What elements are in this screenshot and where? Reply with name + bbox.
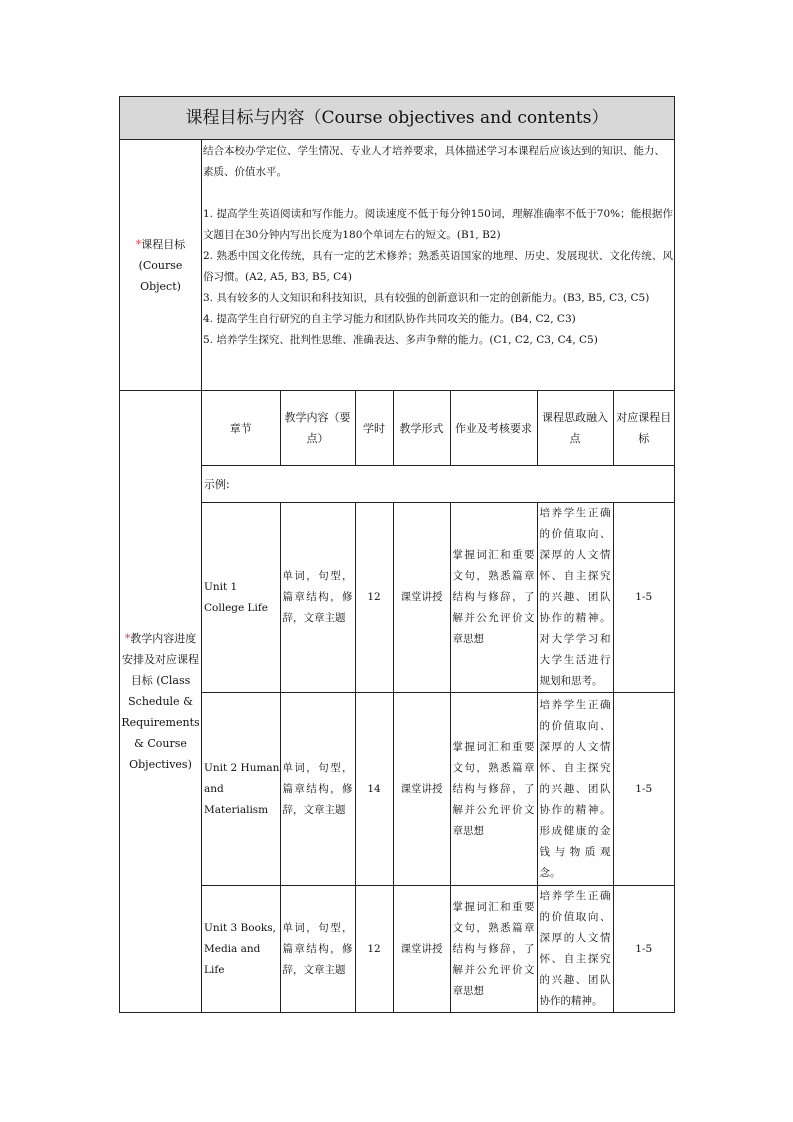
chapter-cell: Unit 2 Human and Materialism bbox=[202, 693, 280, 886]
schedule-row bbox=[120, 391, 675, 1013]
assessment-cell: 掌握词汇和重要文句，熟悉篇章结构与修辞，了解并公允评价文章思想 bbox=[450, 886, 537, 1013]
header-objectives: 对应课程目标 bbox=[613, 391, 674, 466]
schedule-content bbox=[202, 391, 675, 1013]
table-row bbox=[202, 503, 674, 693]
hours-cell: 12 bbox=[355, 886, 393, 1013]
content-cell: 单词，句型，篇章结构，修辞，文章主题 bbox=[280, 693, 355, 886]
ideology-cell: 培养学生正确的价值取向、深厚的人文情怀、自主探究的兴趣、团队协作的精神。对大学学习和大学生活进行规划和思考。 bbox=[537, 503, 613, 693]
table-row bbox=[202, 886, 674, 1013]
schedule-label-cn: 教学内容进度安排及对应课程目标 bbox=[122, 632, 199, 687]
form-cell: 课堂讲授 bbox=[393, 886, 450, 1013]
ideology-cell: 培养学生正确的价值取向、深厚的人文情怀、自主探究的兴趣、团队协作的精神。 bbox=[537, 886, 613, 1013]
sample-row bbox=[202, 466, 674, 503]
objective-item: 3. 具有较多的人文知识和科技知识，具有较强的创新意识和一定的创新能力。(B3, B5, C3, C5) bbox=[203, 292, 650, 304]
header-assessment: 作业及考核要求 bbox=[450, 391, 537, 466]
objectives-label-cn: 课程目标 bbox=[141, 237, 186, 251]
ideology-cell: 培养学生正确的价值取向、深厚的人文情怀、自主探究的兴趣、团队协作的精神。形成健康的金钱与物质观念。 bbox=[537, 693, 613, 886]
objectives-cell: 1-5 bbox=[613, 886, 674, 1013]
objective-item: 1. 提高学生英语阅读和写作能力。阅读速度不低于每分钟150词，理解准确率不低于70%；能根据作文题目在30分钟内写出长度为180个单词左右的短文。(B1, B2) bbox=[203, 208, 673, 241]
header-chapter: 章节 bbox=[202, 391, 280, 466]
sample-label: 示例: bbox=[202, 466, 674, 503]
objective-item: 2. 熟悉中国文化传统，具有一定的艺术修养；熟悉英语国家的地理、历史、发展现状、文化传统、风俗习惯。(A2, A5, B3, B5, C4) bbox=[203, 250, 673, 283]
objectives-label bbox=[120, 140, 202, 391]
objectives-intro: 结合本校办学定位、学生情况、专业人才培养要求，具体描述学习本课程后应该达到的知识、能力、素质、价值水平。 bbox=[203, 145, 665, 178]
table-row bbox=[202, 693, 674, 886]
objectives-cell: 1-5 bbox=[613, 503, 674, 693]
chapter-cell: Unit 1 College Life bbox=[202, 503, 280, 693]
title-row bbox=[120, 97, 675, 140]
objectives-row bbox=[120, 140, 675, 391]
header-form: 教学形式 bbox=[393, 391, 450, 466]
objective-item: 4. 提高学生自行研究的自主学习能力和团队协作共同攻关的能力。(B4, C2, C3) bbox=[203, 313, 576, 325]
schedule-label bbox=[120, 391, 202, 1013]
content-cell: 单词，句型，篇章结构，修辞，文章主题 bbox=[280, 886, 355, 1013]
chapter-cell: Unit 3 Books, Media and Life bbox=[202, 886, 280, 1013]
form-cell: 课堂讲授 bbox=[393, 693, 450, 886]
hours-cell: 14 bbox=[355, 693, 393, 886]
form-cell: 课堂讲授 bbox=[393, 503, 450, 693]
schedule-label-en: (Class Schedule & Requirements & Course Objectives) bbox=[121, 674, 200, 771]
header-hours: 学时 bbox=[355, 391, 393, 466]
header-content: 教学内容（要点） bbox=[280, 391, 355, 466]
objectives-label-en: (Course Object) bbox=[138, 258, 183, 293]
hours-cell: 12 bbox=[355, 503, 393, 693]
assessment-cell: 掌握词汇和重要文句，熟悉篇章结构与修辞，了解并公允评价文章思想 bbox=[450, 503, 537, 693]
schedule-table bbox=[202, 391, 674, 1012]
content-cell: 单词，句型，篇章结构，修辞，文章主题 bbox=[280, 503, 355, 693]
objectives-cell: 1-5 bbox=[613, 693, 674, 886]
section-title: 课程目标与内容（Course objectives and contents） bbox=[120, 97, 675, 140]
header-ideology: 课程思政融入点 bbox=[537, 391, 613, 466]
schedule-header-row bbox=[202, 391, 674, 466]
course-table bbox=[119, 96, 675, 1013]
required-star: * bbox=[124, 632, 131, 645]
assessment-cell: 掌握词汇和重要文句，熟悉篇章结构与修辞，了解并公允评价文章思想 bbox=[450, 693, 537, 886]
objective-item: 5. 培养学生探究、批判性思维、准确表达、多声争辩的能力。(C1, C2, C3, C4, C5) bbox=[203, 334, 598, 346]
required-star: * bbox=[135, 237, 142, 251]
objectives-content bbox=[202, 140, 675, 391]
